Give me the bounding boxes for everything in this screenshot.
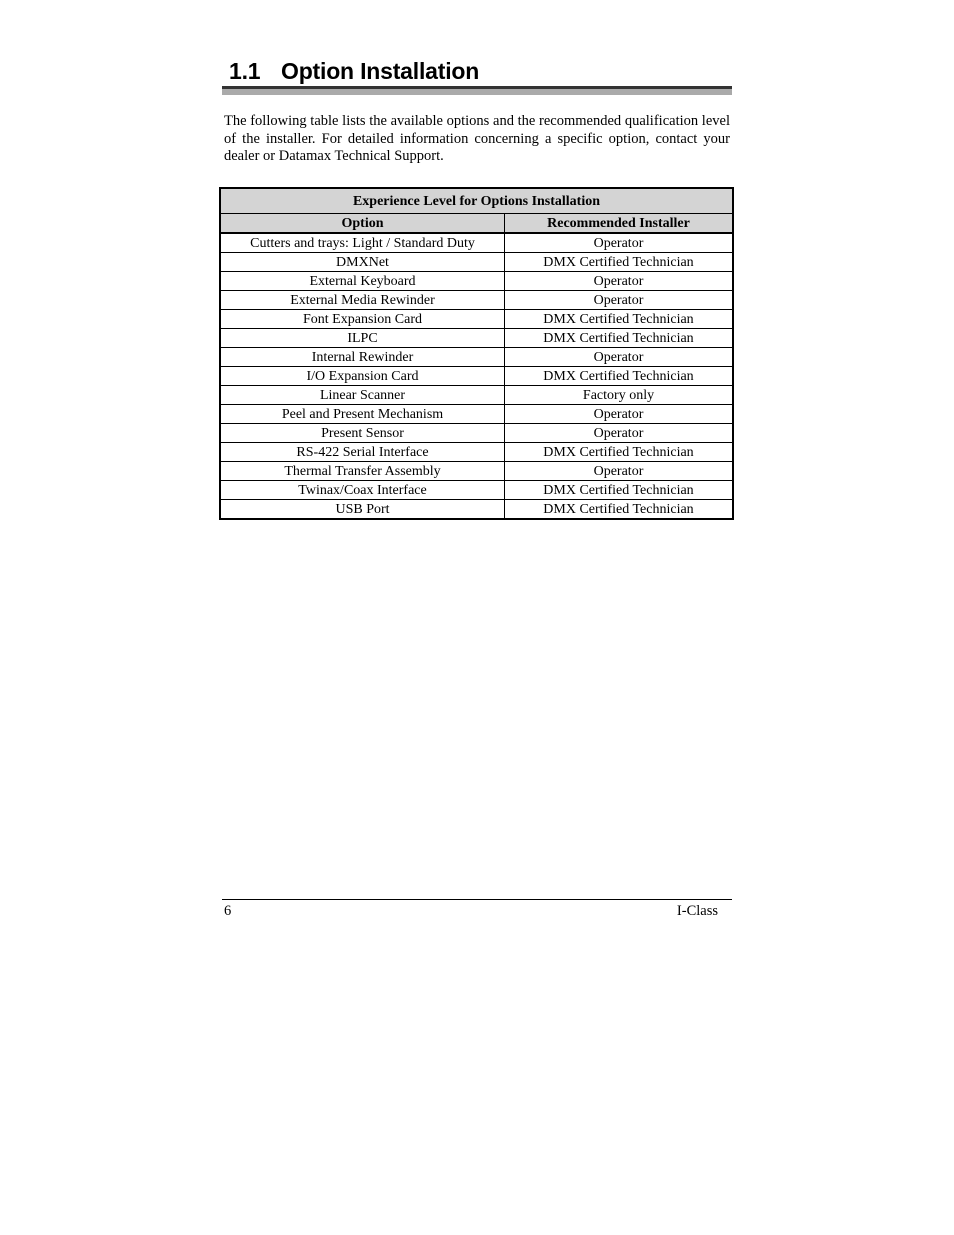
option-cell: USB Port	[220, 500, 505, 520]
table-row	[220, 405, 733, 424]
intro-paragraph: The following table lists the available options and the recommended qualification level of the installer. For detailed information concerning a specific option, contact your dealer or Datamax Technical Support.	[224, 113, 730, 164]
option-cell: Linear Scanner	[220, 386, 505, 405]
table-row	[220, 233, 733, 253]
installer-cell: DMX Certified Technician	[505, 481, 734, 500]
table-row	[220, 291, 733, 310]
installer-cell: DMX Certified Technician	[505, 500, 734, 520]
option-cell: External Media Rewinder	[220, 291, 505, 310]
installer-cell: Operator	[505, 291, 734, 310]
installer-cell: Operator	[505, 462, 734, 481]
table-row	[220, 386, 733, 405]
option-cell: RS-422 Serial Interface	[220, 443, 505, 462]
table-row	[220, 272, 733, 291]
installer-cell: Operator	[505, 233, 734, 253]
table-row	[220, 253, 733, 272]
footer-rule	[222, 899, 732, 900]
option-cell: Peel and Present Mechanism	[220, 405, 505, 424]
option-cell: External Keyboard	[220, 272, 505, 291]
option-cell: Present Sensor	[220, 424, 505, 443]
table-row	[220, 462, 733, 481]
installer-cell: DMX Certified Technician	[505, 367, 734, 386]
column-header-installer: Recommended Installer	[505, 214, 734, 234]
heading-rule-shadow	[222, 89, 732, 95]
installer-cell: DMX Certified Technician	[505, 443, 734, 462]
section-title: Option Installation	[281, 58, 480, 84]
option-cell: DMXNet	[220, 253, 505, 272]
table-row	[220, 367, 733, 386]
table-row	[220, 310, 733, 329]
installer-cell: DMX Certified Technician	[505, 329, 734, 348]
section-number: 1.1	[229, 58, 261, 84]
option-cell: I/O Expansion Card	[220, 367, 505, 386]
table-row	[220, 424, 733, 443]
column-header-option: Option	[220, 214, 505, 234]
option-cell: Cutters and trays: Light / Standard Duty	[220, 233, 505, 253]
table-caption: Experience Level for Options Installation	[220, 188, 733, 214]
document-name: I-Class	[676, 903, 718, 919]
installer-cell: DMX Certified Technician	[505, 253, 734, 272]
option-cell: Twinax/Coax Interface	[220, 481, 505, 500]
section-heading	[229, 57, 479, 85]
installer-cell: Operator	[505, 424, 734, 443]
table-body	[220, 233, 733, 519]
option-cell: Thermal Transfer Assembly	[220, 462, 505, 481]
table-row	[220, 500, 733, 520]
table-row	[220, 348, 733, 367]
table-row	[220, 329, 733, 348]
table-row	[220, 443, 733, 462]
installer-cell: Factory only	[505, 386, 734, 405]
installer-cell: Operator	[505, 405, 734, 424]
page-number: 6	[224, 903, 232, 919]
installer-cell: Operator	[505, 272, 734, 291]
options-table	[219, 187, 734, 520]
option-cell: Internal Rewinder	[220, 348, 505, 367]
installer-cell: Operator	[505, 348, 734, 367]
installer-cell: DMX Certified Technician	[505, 310, 734, 329]
option-cell: ILPC	[220, 329, 505, 348]
table-row	[220, 481, 733, 500]
option-cell: Font Expansion Card	[220, 310, 505, 329]
